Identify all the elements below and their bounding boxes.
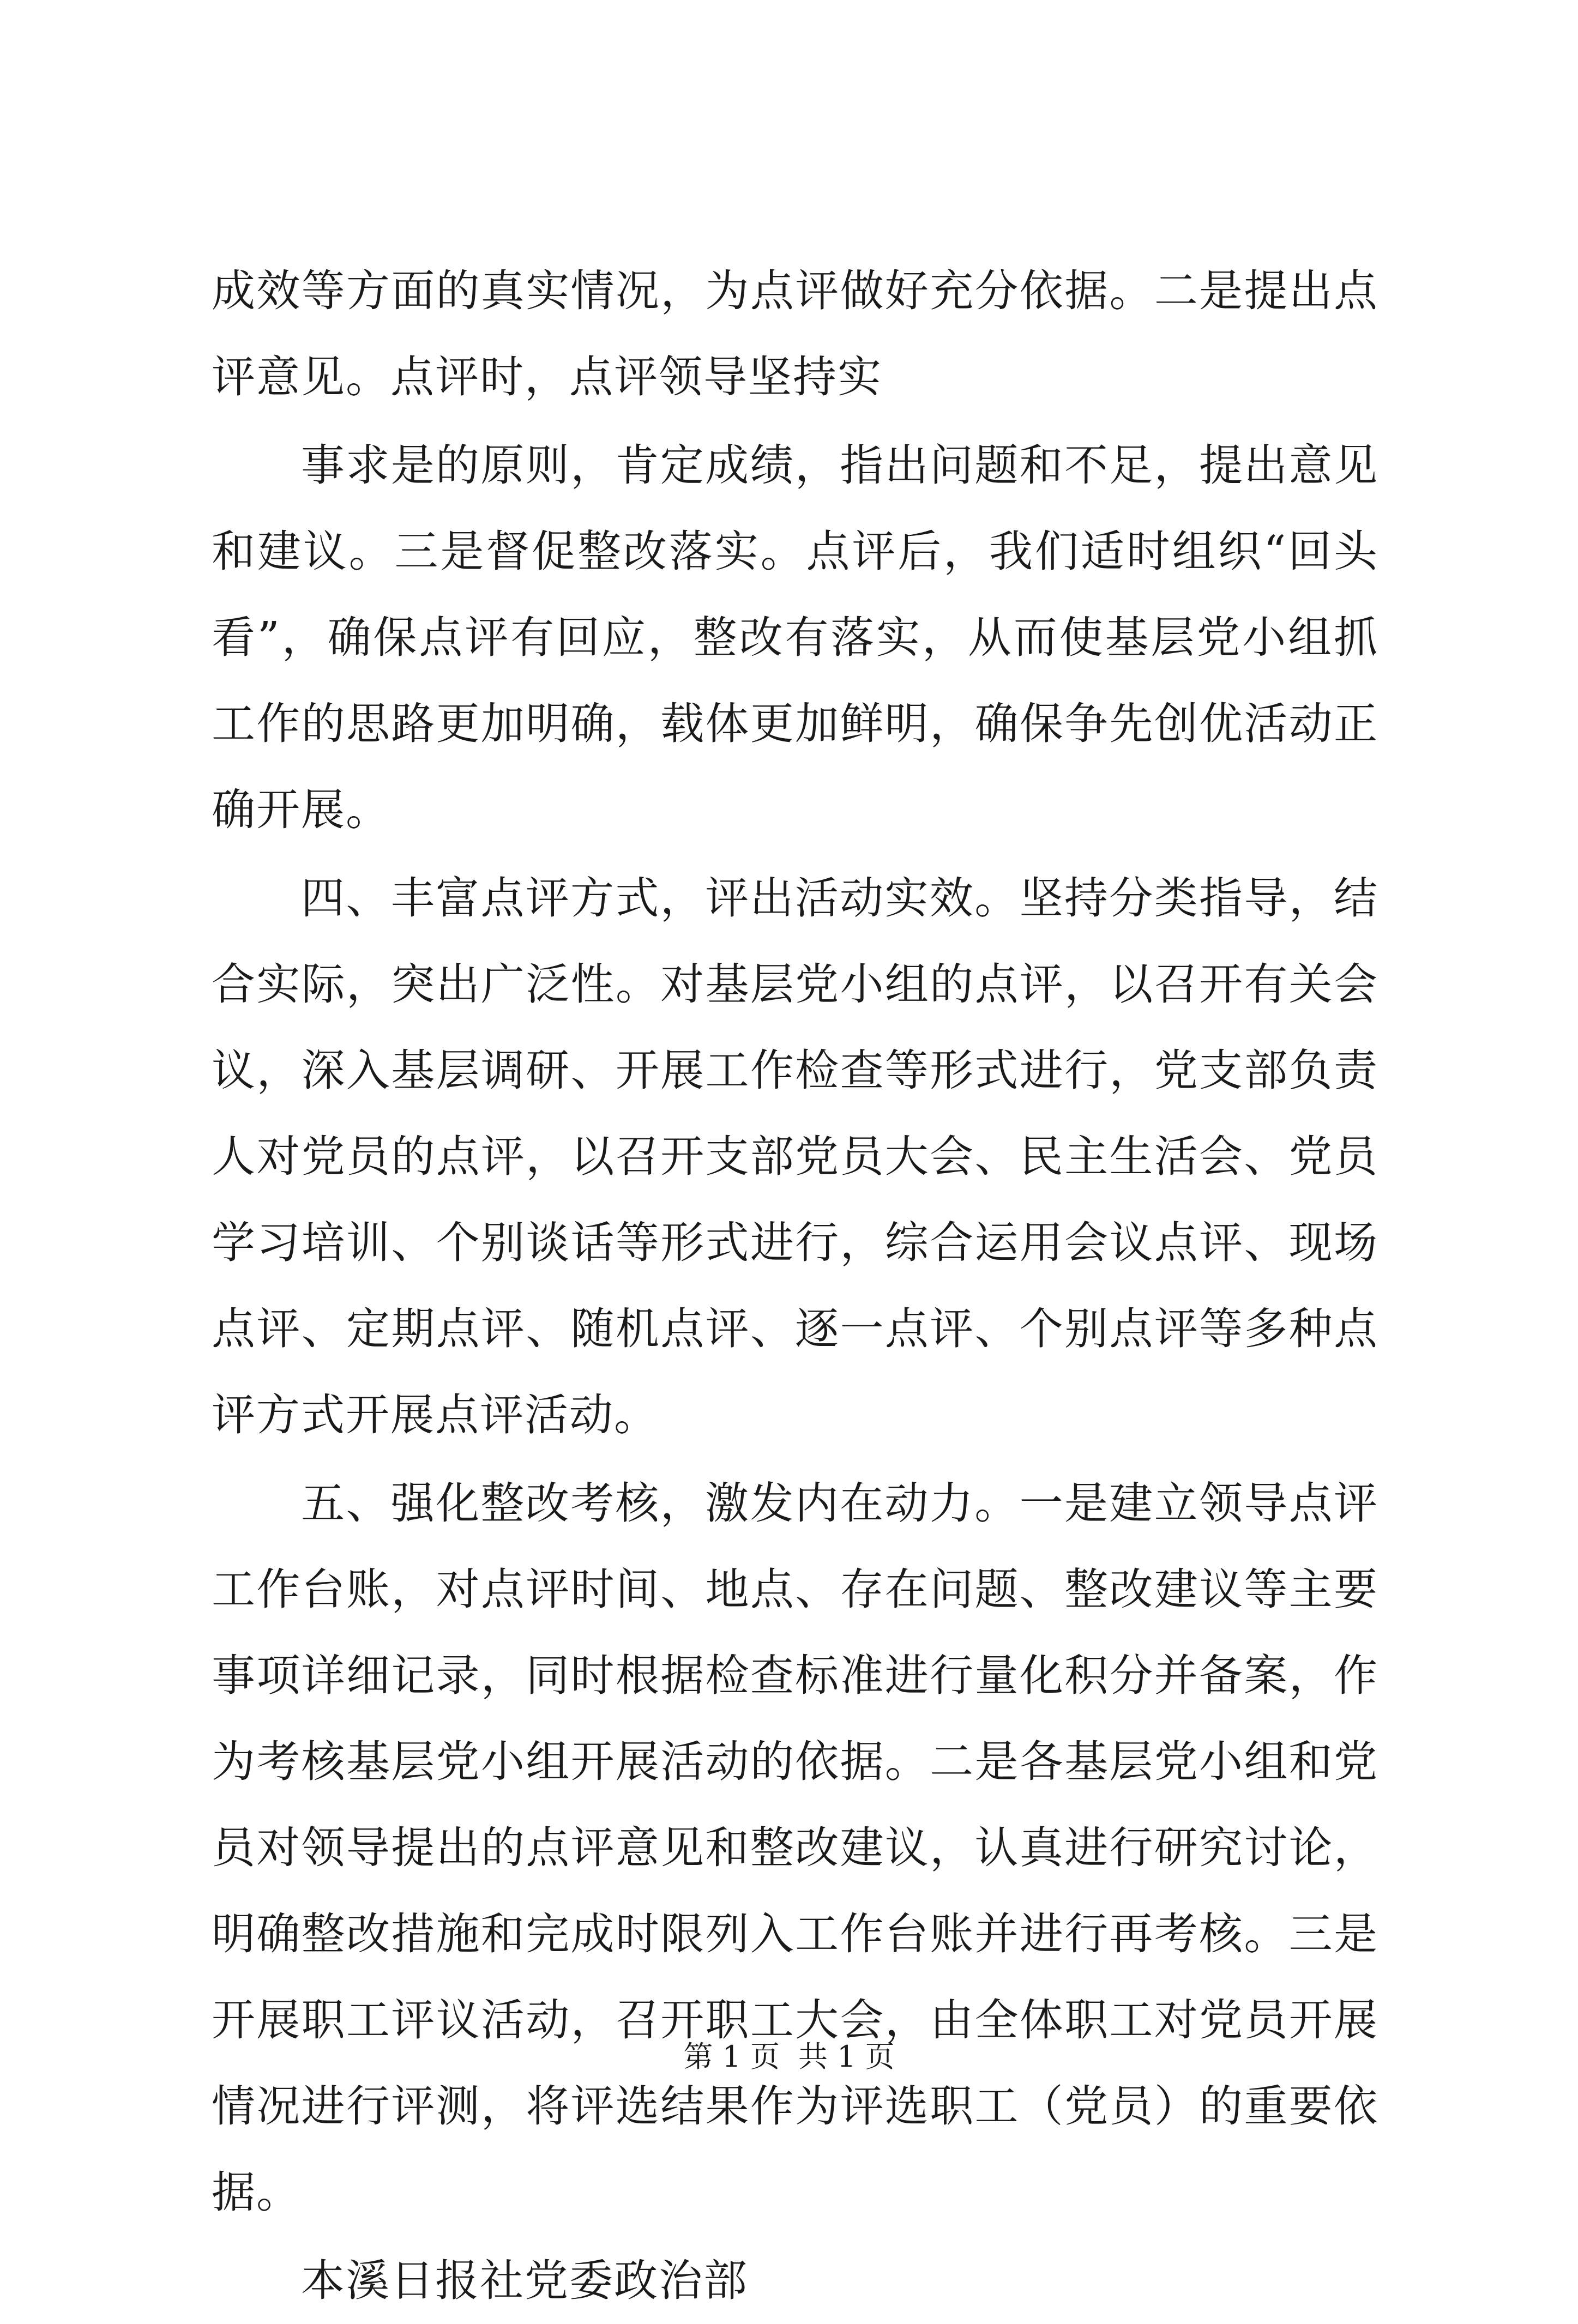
paragraph-section-five: 五、强化整改考核，激发内在动力。一是建立领导点评工作台账，对点评时间、地点、存在问题、整改建议等主要事项详细记录，同时根据检查标准进行量化积分并备案，作为考核基层党小组开展活动的依据。二是各基层党小组和党员对领导提出的点评意见和整改建议，认真进行研究讨论，明确整改措施和完成时限列入工作台账并进行再考核。三是开展职工评议活动，召开职工大会，由全体职工对党员开展情况进行评测，将评选结果作为评选职工（党员）的重要依据。 [212,1478,1378,2218]
page-footer [0,2038,1578,2076]
page-total: 共 1 页 [798,2039,895,2074]
page-number: 第 1 页 [683,2039,780,2074]
signature-organization: 本溪日报社党委政治部 [301,2255,748,2306]
paragraph-continuation: 成效等方面的真实情况，为点评做好充分依据。二是提出点评意见。点评时，点评领导坚持实 [212,265,1378,402]
document-body [212,248,1378,2324]
paragraph-section-four: 四、丰富点评方式，评出活动实效。坚持分类指导，结合实际，突出广泛性。对基层党小组的点评，以召开有关会议，深入基层调研、开展工作检查等形式进行，党支部负责人对党员的点评，以召开支部党员大会、民主生活会、党员学习培训、个别谈话等形式进行，综合运用会议点评、现场点评、定期点评、随机点评、逐一点评、个别点评等多种点评方式开展点评活动。 [212,873,1378,1440]
paragraph-rectification: 事求是的原则，肯定成绩，指出问题和不足，提出意见和建议。三是督促整改落实。点评后，我们适时组织“回头看”，确保点评有回应，整改有落实，从而使基层党小组抓工作的思路更加明确，载体更加鲜明，确保争先创优活动正确开展。 [212,440,1378,835]
